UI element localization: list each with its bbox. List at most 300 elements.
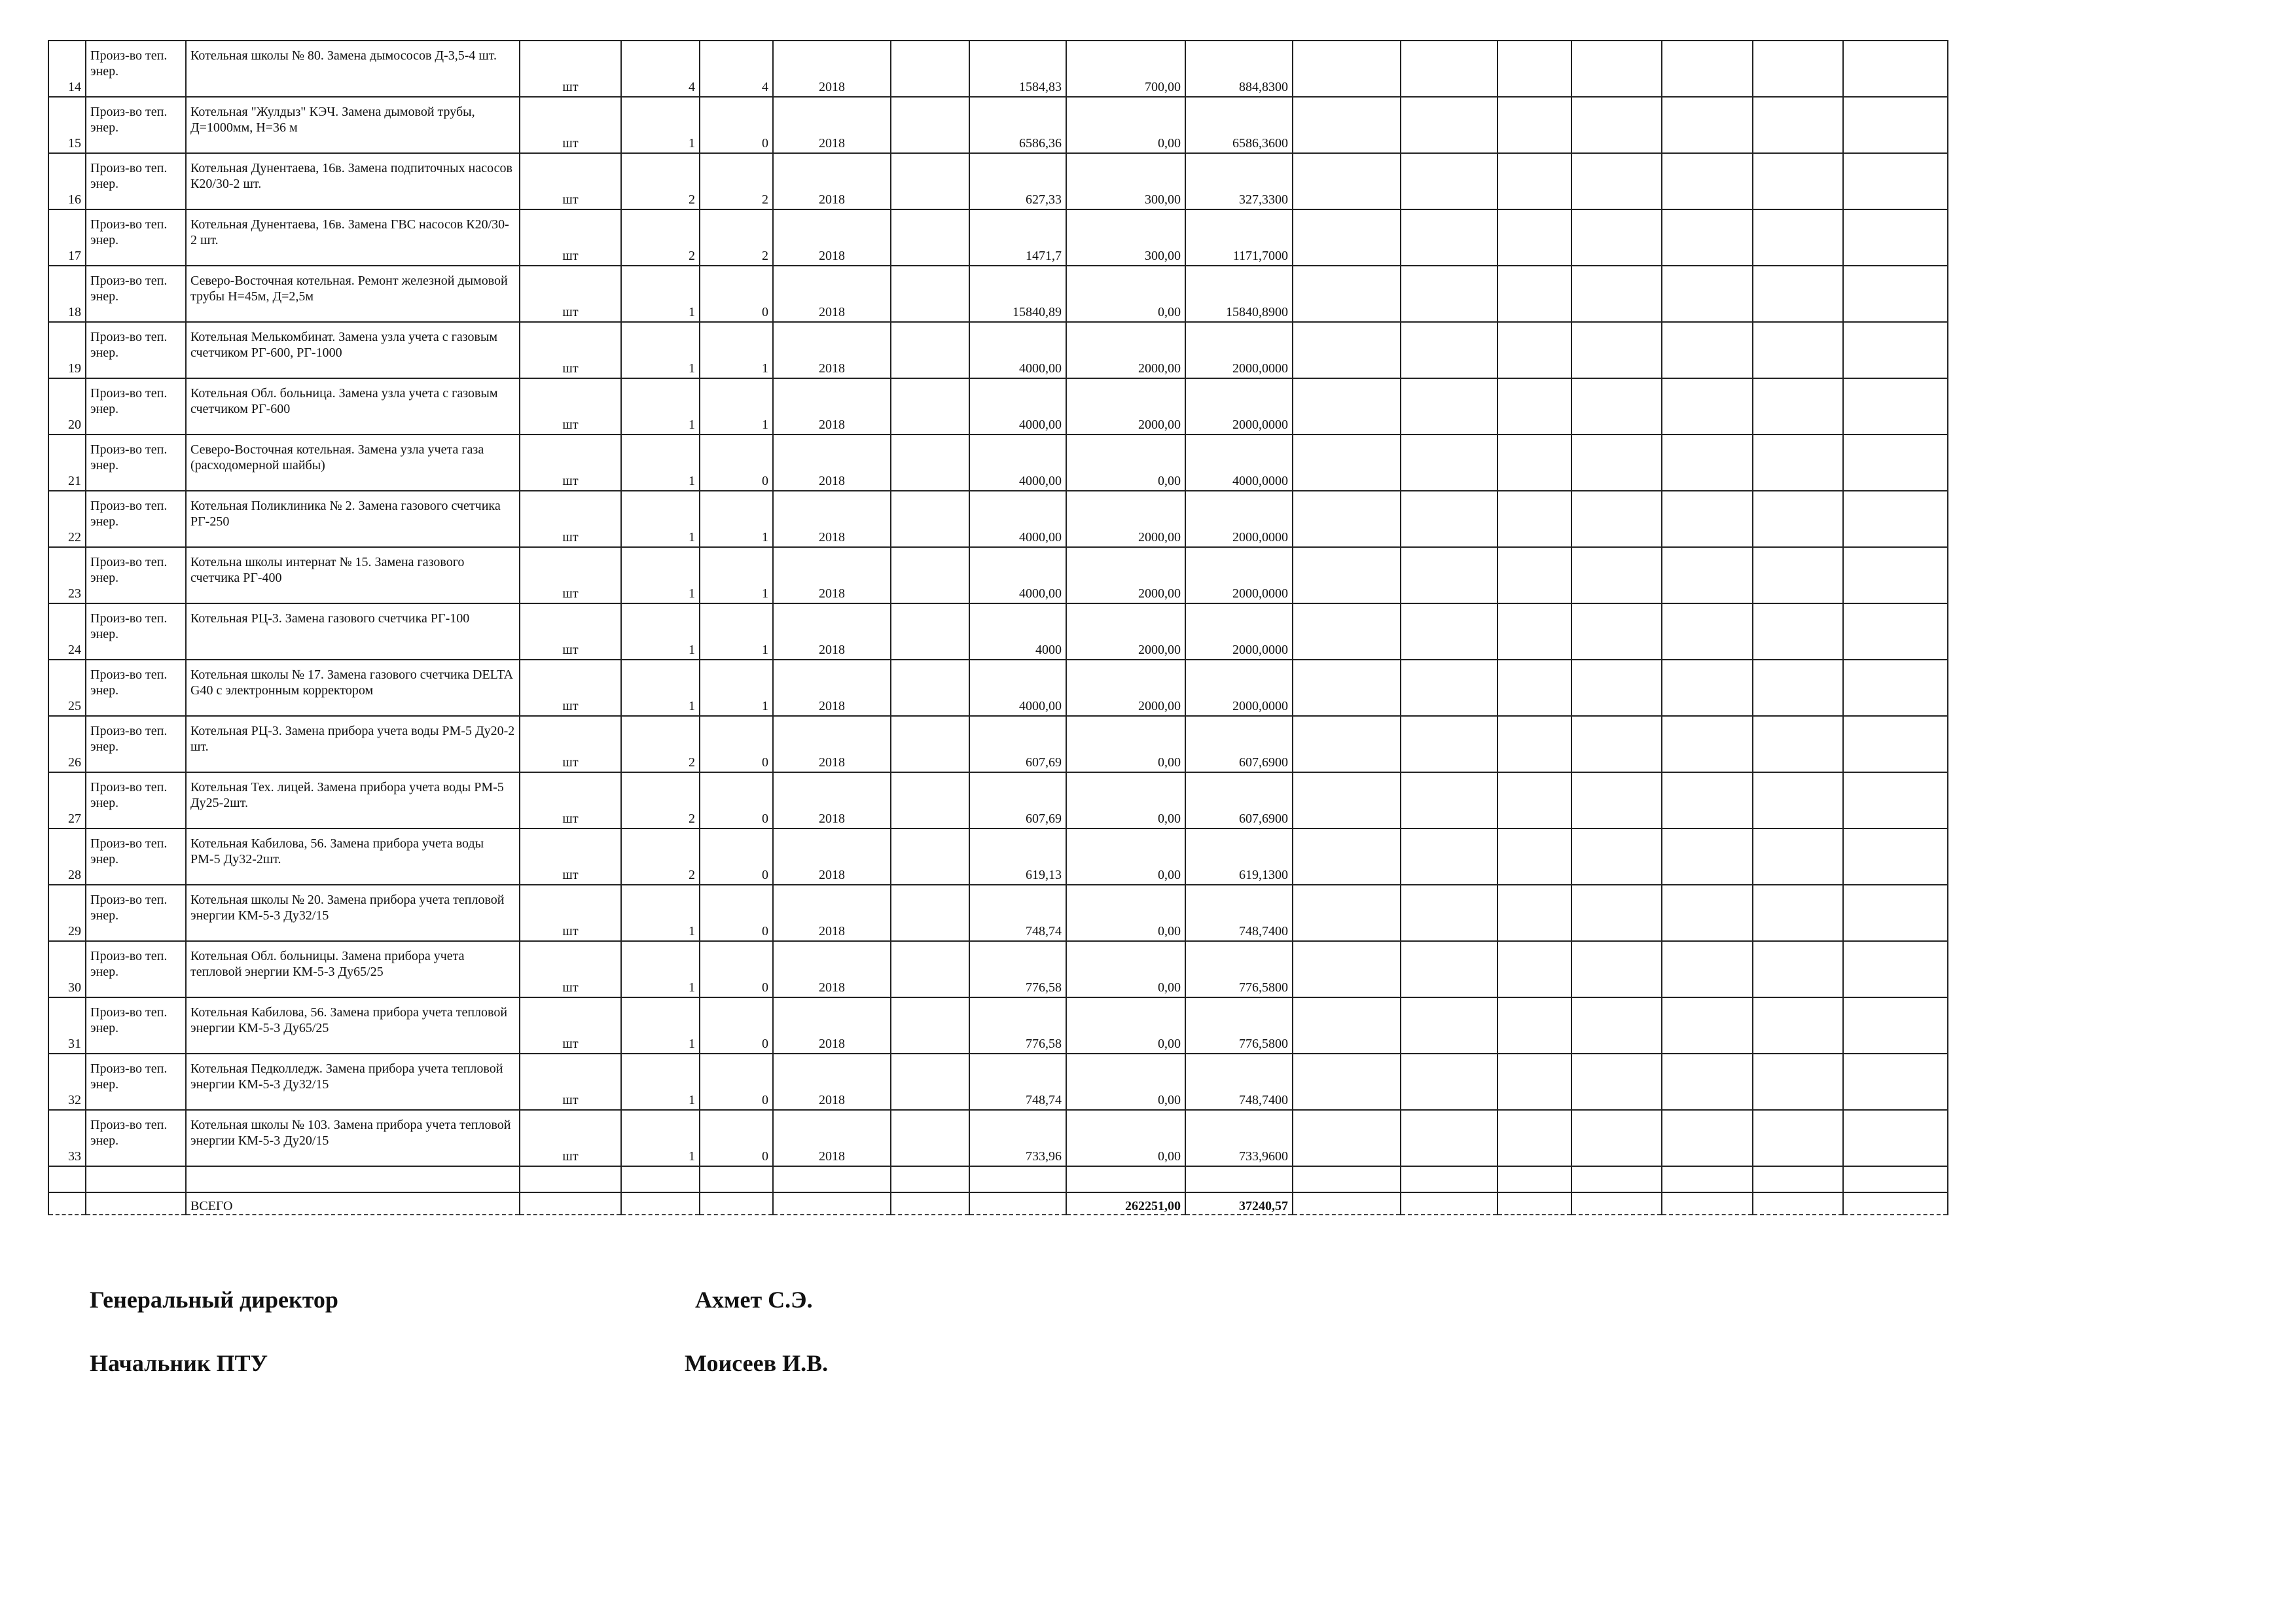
cost-table <box>48 40 1948 1215</box>
empty-cell <box>1571 603 1662 660</box>
empty-cell <box>891 772 969 829</box>
category-cell: Произ-во теп. энер. <box>86 885 186 941</box>
quantity-cell: 1 <box>621 266 700 322</box>
empty-cell <box>1753 885 1843 941</box>
description-cell: Котельная Поликлиника № 2. Замена газового счетчика РГ-250 <box>186 491 520 547</box>
empty-cell <box>1498 716 1571 772</box>
empty-cell <box>1662 209 1753 266</box>
unit-cell: шт <box>520 603 621 660</box>
description-cell: Северо-Восточная котельная. Замена узла учета газа (расходомерной шайбы) <box>186 435 520 491</box>
value-1-cell: 748,74 <box>969 1054 1066 1110</box>
value-3-cell: 15840,8900 <box>1185 266 1293 322</box>
value-2-cell: 0,00 <box>1066 266 1185 322</box>
row-number: 17 <box>48 209 86 266</box>
value-1-cell: 4000,00 <box>969 322 1066 378</box>
value-1-cell: 1471,7 <box>969 209 1066 266</box>
description-cell: Котельная школы № 80. Замена дымососов Д-3,5-4 шт. <box>186 41 520 97</box>
empty-cell <box>1498 41 1571 97</box>
pto-title: Начальник ПТУ <box>90 1350 268 1376</box>
value-2-cell: 2000,00 <box>1066 603 1185 660</box>
row-number: 16 <box>48 153 86 209</box>
empty-cell <box>1571 491 1662 547</box>
quantity-2-cell: 0 <box>700 885 773 941</box>
row-number: 33 <box>48 1110 86 1166</box>
unit-cell: шт <box>520 829 621 885</box>
value-2-cell: 2000,00 <box>1066 547 1185 603</box>
year-cell: 2018 <box>773 97 891 153</box>
quantity-2-cell: 0 <box>700 1054 773 1110</box>
empty-cell <box>1498 941 1571 997</box>
empty-cell <box>1843 772 1948 829</box>
quantity-2-cell: 0 <box>700 772 773 829</box>
empty-cell <box>1753 829 1843 885</box>
unit-cell: шт <box>520 266 621 322</box>
empty-cell <box>1571 716 1662 772</box>
empty-cell <box>1498 829 1571 885</box>
empty-cell <box>1843 1110 1948 1166</box>
empty-cell <box>1843 322 1948 378</box>
value-1-cell: 619,13 <box>969 829 1066 885</box>
value-3-cell: 619,1300 <box>1185 829 1293 885</box>
empty-cell <box>1571 772 1662 829</box>
unit-cell: шт <box>520 97 621 153</box>
empty-cell <box>1401 209 1498 266</box>
table-row <box>48 97 1948 153</box>
empty-cell <box>1662 829 1753 885</box>
quantity-cell: 2 <box>621 716 700 772</box>
quantity-2-cell: 1 <box>700 378 773 435</box>
value-1-cell: 4000,00 <box>969 660 1066 716</box>
empty-cell <box>891 1054 969 1110</box>
empty-cell <box>1843 1054 1948 1110</box>
quantity-cell: 2 <box>621 153 700 209</box>
empty-cell <box>1753 660 1843 716</box>
description-cell: Котельная Обл. больница. Замена узла учета с газовым счетчиком РГ-600 <box>186 378 520 435</box>
empty-cell <box>1843 885 1948 941</box>
quantity-cell: 4 <box>621 41 700 97</box>
value-1-cell: 627,33 <box>969 153 1066 209</box>
category-cell: Произ-во теп. энер. <box>86 772 186 829</box>
empty-cell <box>1662 491 1753 547</box>
empty-cell <box>1571 378 1662 435</box>
empty-cell <box>1293 997 1401 1054</box>
category-cell: Произ-во теп. энер. <box>86 378 186 435</box>
value-2-cell: 700,00 <box>1066 41 1185 97</box>
table-row <box>48 491 1948 547</box>
empty-cell <box>1498 1054 1571 1110</box>
value-3-cell: 748,7400 <box>1185 1054 1293 1110</box>
quantity-cell: 1 <box>621 997 700 1054</box>
value-3-cell: 607,6900 <box>1185 772 1293 829</box>
year-cell: 2018 <box>773 41 891 97</box>
row-number: 14 <box>48 41 86 97</box>
empty-cell <box>1571 941 1662 997</box>
table-row <box>48 266 1948 322</box>
quantity-cell: 1 <box>621 603 700 660</box>
empty-cell <box>1401 491 1498 547</box>
quantity-cell: 1 <box>621 1054 700 1110</box>
category-cell: Произ-во теп. энер. <box>86 660 186 716</box>
empty-cell <box>1401 716 1498 772</box>
empty-cell <box>1662 997 1753 1054</box>
value-2-cell: 2000,00 <box>1066 491 1185 547</box>
empty-cell <box>1753 322 1843 378</box>
unit-cell: шт <box>520 209 621 266</box>
empty-cell <box>1293 266 1401 322</box>
description-cell: Котельная Кабилова, 56. Замена прибора учета тепловой энергии КМ-5-3 Ду65/25 <box>186 997 520 1054</box>
description-cell: Котельная Педколледж. Замена прибора учета тепловой энергии КМ-5-3 Ду32/15 <box>186 1054 520 1110</box>
empty-cell <box>891 941 969 997</box>
unit-cell: шт <box>520 997 621 1054</box>
table-row <box>48 772 1948 829</box>
quantity-cell: 1 <box>621 322 700 378</box>
year-cell: 2018 <box>773 491 891 547</box>
category-cell: Произ-во теп. энер. <box>86 97 186 153</box>
empty-cell <box>1662 885 1753 941</box>
row-number: 28 <box>48 829 86 885</box>
category-cell: Произ-во теп. энер. <box>86 153 186 209</box>
empty-cell <box>1571 322 1662 378</box>
unit-cell: шт <box>520 660 621 716</box>
empty-cell <box>1753 941 1843 997</box>
empty-cell <box>1293 1110 1401 1166</box>
value-1-cell: 4000,00 <box>969 378 1066 435</box>
value-2-cell: 0,00 <box>1066 716 1185 772</box>
empty-cell <box>1843 716 1948 772</box>
total-value-1: 262251,00 <box>1066 1192 1185 1215</box>
value-3-cell: 2000,0000 <box>1185 378 1293 435</box>
quantity-2-cell: 1 <box>700 547 773 603</box>
empty-cell <box>1662 41 1753 97</box>
quantity-2-cell: 0 <box>700 716 773 772</box>
empty-cell <box>1293 772 1401 829</box>
empty-cell <box>1662 435 1753 491</box>
value-1-cell: 1584,83 <box>969 41 1066 97</box>
empty-cell <box>1498 322 1571 378</box>
value-1-cell: 733,96 <box>969 1110 1066 1166</box>
category-cell: Произ-во теп. энер. <box>86 1110 186 1166</box>
quantity-cell: 2 <box>621 209 700 266</box>
empty-cell <box>1571 97 1662 153</box>
empty-cell <box>1401 885 1498 941</box>
empty-cell <box>1498 266 1571 322</box>
year-cell: 2018 <box>773 153 891 209</box>
value-2-cell: 0,00 <box>1066 97 1185 153</box>
category-cell: Произ-во теп. энер. <box>86 941 186 997</box>
quantity-2-cell: 4 <box>700 41 773 97</box>
empty-cell <box>1753 1110 1843 1166</box>
row-number: 29 <box>48 885 86 941</box>
quantity-cell: 2 <box>621 772 700 829</box>
empty-cell <box>1293 322 1401 378</box>
empty-cell <box>1753 209 1843 266</box>
value-1-cell: 607,69 <box>969 772 1066 829</box>
table-row <box>48 322 1948 378</box>
quantity-2-cell: 1 <box>700 660 773 716</box>
description-cell: Котельная "Жулдыз" КЭЧ. Замена дымовой трубы, Д=1000мм, Н=36 м <box>186 97 520 153</box>
value-3-cell: 884,8300 <box>1185 41 1293 97</box>
description-cell: Котельная Кабилова, 56. Замена прибора учета воды РМ-5 Ду32-2шт. <box>186 829 520 885</box>
category-cell: Произ-во теп. энер. <box>86 491 186 547</box>
quantity-2-cell: 1 <box>700 491 773 547</box>
empty-cell <box>891 1110 969 1166</box>
empty-cell <box>1753 266 1843 322</box>
table-row <box>48 1054 1948 1110</box>
empty-cell <box>1401 1110 1498 1166</box>
empty-cell <box>1753 1054 1843 1110</box>
category-cell: Произ-во теп. энер. <box>86 547 186 603</box>
table-row <box>48 378 1948 435</box>
row-number: 21 <box>48 435 86 491</box>
year-cell: 2018 <box>773 829 891 885</box>
description-cell: Котельная Дунентаева, 16в. Замена подпиточных насосов К20/30-2 шт. <box>186 153 520 209</box>
empty-cell <box>1293 41 1401 97</box>
empty-cell <box>891 41 969 97</box>
empty-cell <box>1571 885 1662 941</box>
empty-cell <box>1753 491 1843 547</box>
empty-cell <box>1401 378 1498 435</box>
description-cell: Котельная Дунентаева, 16в. Замена ГВС насосов К20/30-2 шт. <box>186 209 520 266</box>
year-cell: 2018 <box>773 772 891 829</box>
year-cell: 2018 <box>773 1054 891 1110</box>
quantity-2-cell: 1 <box>700 322 773 378</box>
year-cell: 2018 <box>773 1110 891 1166</box>
year-cell: 2018 <box>773 378 891 435</box>
row-number: 32 <box>48 1054 86 1110</box>
row-number: 26 <box>48 716 86 772</box>
quantity-2-cell: 0 <box>700 1110 773 1166</box>
value-3-cell: 327,3300 <box>1185 153 1293 209</box>
value-3-cell: 4000,0000 <box>1185 435 1293 491</box>
empty-cell <box>1293 547 1401 603</box>
row-number: 22 <box>48 491 86 547</box>
empty-cell <box>1571 209 1662 266</box>
empty-cell <box>891 209 969 266</box>
quantity-cell: 1 <box>621 97 700 153</box>
unit-cell: шт <box>520 378 621 435</box>
empty-cell <box>1662 153 1753 209</box>
empty-cell <box>1401 41 1498 97</box>
empty-cell <box>1662 97 1753 153</box>
empty-cell <box>1401 603 1498 660</box>
empty-cell <box>1571 660 1662 716</box>
empty-cell <box>891 885 969 941</box>
value-1-cell: 15840,89 <box>969 266 1066 322</box>
unit-cell: шт <box>520 41 621 97</box>
value-1-cell: 607,69 <box>969 716 1066 772</box>
quantity-cell: 1 <box>621 1110 700 1166</box>
empty-cell <box>1401 97 1498 153</box>
quantity-2-cell: 0 <box>700 97 773 153</box>
category-cell: Произ-во теп. энер. <box>86 435 186 491</box>
empty-cell <box>1843 435 1948 491</box>
empty-cell <box>891 266 969 322</box>
empty-cell <box>1293 885 1401 941</box>
category-cell: Произ-во теп. энер. <box>86 1054 186 1110</box>
value-3-cell: 607,6900 <box>1185 716 1293 772</box>
empty-cell <box>1571 153 1662 209</box>
value-2-cell: 0,00 <box>1066 772 1185 829</box>
empty-cell <box>891 491 969 547</box>
category-cell: Произ-во теп. энер. <box>86 997 186 1054</box>
empty-cell <box>1293 660 1401 716</box>
quantity-2-cell: 1 <box>700 603 773 660</box>
table-row <box>48 716 1948 772</box>
empty-cell <box>1753 716 1843 772</box>
quantity-2-cell: 0 <box>700 941 773 997</box>
description-cell: Котельная РЦ-3. Замена прибора учета воды РМ-5 Ду20-2 шт. <box>186 716 520 772</box>
unit-cell: шт <box>520 153 621 209</box>
table-row <box>48 153 1948 209</box>
empty-cell <box>1571 997 1662 1054</box>
empty-cell <box>1293 153 1401 209</box>
category-cell: Произ-во теп. энер. <box>86 209 186 266</box>
unit-cell: шт <box>520 716 621 772</box>
empty-cell <box>1498 1110 1571 1166</box>
table-row-empty <box>48 1166 1948 1192</box>
category-cell: Произ-во теп. энер. <box>86 266 186 322</box>
empty-cell <box>1498 209 1571 266</box>
value-1-cell: 776,58 <box>969 997 1066 1054</box>
empty-cell <box>1662 941 1753 997</box>
quantity-cell: 1 <box>621 435 700 491</box>
value-1-cell: 748,74 <box>969 885 1066 941</box>
value-1-cell: 4000,00 <box>969 491 1066 547</box>
empty-cell <box>1571 266 1662 322</box>
category-cell: Произ-во теп. энер. <box>86 41 186 97</box>
empty-cell <box>1843 153 1948 209</box>
value-3-cell: 2000,0000 <box>1185 603 1293 660</box>
value-3-cell: 2000,0000 <box>1185 322 1293 378</box>
year-cell: 2018 <box>773 941 891 997</box>
quantity-cell: 1 <box>621 941 700 997</box>
empty-cell <box>1662 1054 1753 1110</box>
empty-cell <box>1498 153 1571 209</box>
empty-cell <box>1662 772 1753 829</box>
empty-cell <box>891 322 969 378</box>
value-1-cell: 4000,00 <box>969 435 1066 491</box>
table-row <box>48 603 1948 660</box>
quantity-cell: 1 <box>621 378 700 435</box>
value-3-cell: 776,5800 <box>1185 941 1293 997</box>
description-cell: Котельная школы № 17. Замена газового счетчика DELTA G40 с электронным корректором <box>186 660 520 716</box>
empty-cell <box>891 603 969 660</box>
empty-cell <box>1498 603 1571 660</box>
table-row <box>48 829 1948 885</box>
empty-cell <box>1662 378 1753 435</box>
row-number: 24 <box>48 603 86 660</box>
unit-cell: шт <box>520 772 621 829</box>
value-3-cell: 733,9600 <box>1185 1110 1293 1166</box>
empty-cell <box>891 547 969 603</box>
empty-cell <box>1753 435 1843 491</box>
year-cell: 2018 <box>773 997 891 1054</box>
empty-cell <box>1401 941 1498 997</box>
value-2-cell: 0,00 <box>1066 435 1185 491</box>
value-2-cell: 0,00 <box>1066 1054 1185 1110</box>
empty-cell <box>1498 772 1571 829</box>
empty-cell <box>1571 435 1662 491</box>
empty-cell <box>1401 772 1498 829</box>
year-cell: 2018 <box>773 716 891 772</box>
empty-cell <box>1401 322 1498 378</box>
table-row <box>48 1110 1948 1166</box>
empty-cell <box>1753 153 1843 209</box>
empty-cell <box>1753 547 1843 603</box>
value-2-cell: 0,00 <box>1066 885 1185 941</box>
empty-cell <box>1498 997 1571 1054</box>
table-row <box>48 660 1948 716</box>
table-row-total <box>48 1192 1948 1215</box>
table-row <box>48 941 1948 997</box>
unit-cell: шт <box>520 547 621 603</box>
empty-cell <box>1293 941 1401 997</box>
empty-cell <box>891 378 969 435</box>
value-2-cell: 0,00 <box>1066 997 1185 1054</box>
empty-cell <box>1753 997 1843 1054</box>
description-cell: Северо-Восточная котельная. Ремонт железной дымовой трубы Н=45м, Д=2,5м <box>186 266 520 322</box>
empty-cell <box>1498 491 1571 547</box>
empty-cell <box>1401 829 1498 885</box>
description-cell: Котельная Мелькомбинат. Замена узла учета с газовым счетчиком РГ-600, РГ-1000 <box>186 322 520 378</box>
row-number: 30 <box>48 941 86 997</box>
quantity-cell: 1 <box>621 660 700 716</box>
value-1-cell: 4000,00 <box>969 547 1066 603</box>
empty-cell <box>891 716 969 772</box>
row-number: 25 <box>48 660 86 716</box>
empty-cell <box>1498 378 1571 435</box>
category-cell: Произ-во теп. энер. <box>86 716 186 772</box>
value-2-cell: 300,00 <box>1066 153 1185 209</box>
empty-cell <box>1843 547 1948 603</box>
unit-cell: шт <box>520 1110 621 1166</box>
table-row <box>48 41 1948 97</box>
empty-cell <box>1293 209 1401 266</box>
table-row <box>48 435 1948 491</box>
empty-cell <box>1293 435 1401 491</box>
row-number: 19 <box>48 322 86 378</box>
empty-cell <box>1662 266 1753 322</box>
empty-cell <box>891 97 969 153</box>
description-cell: Котельная школы № 20. Замена прибора учета тепловой энергии КМ-5-3 Ду32/15 <box>186 885 520 941</box>
row-number: 27 <box>48 772 86 829</box>
value-3-cell: 2000,0000 <box>1185 547 1293 603</box>
value-3-cell: 1171,7000 <box>1185 209 1293 266</box>
director-name: Ахмет С.Э. <box>695 1287 813 1313</box>
empty-cell <box>1662 1110 1753 1166</box>
table-body <box>48 41 1948 1166</box>
empty-cell <box>1662 547 1753 603</box>
empty-cell <box>891 829 969 885</box>
empty-cell <box>891 660 969 716</box>
quantity-2-cell: 0 <box>700 435 773 491</box>
year-cell: 2018 <box>773 885 891 941</box>
director-title: Генеральный директор <box>90 1287 338 1313</box>
year-cell: 2018 <box>773 603 891 660</box>
row-number: 23 <box>48 547 86 603</box>
unit-cell: шт <box>520 435 621 491</box>
category-cell: Произ-во теп. энер. <box>86 322 186 378</box>
empty-cell <box>1753 97 1843 153</box>
year-cell: 2018 <box>773 209 891 266</box>
description-cell: Котельная РЦ-3. Замена газового счетчика РГ-100 <box>186 603 520 660</box>
empty-cell <box>1571 547 1662 603</box>
empty-cell <box>1843 491 1948 547</box>
empty-cell <box>1401 266 1498 322</box>
quantity-2-cell: 2 <box>700 209 773 266</box>
empty-cell <box>1843 660 1948 716</box>
empty-cell <box>1401 660 1498 716</box>
